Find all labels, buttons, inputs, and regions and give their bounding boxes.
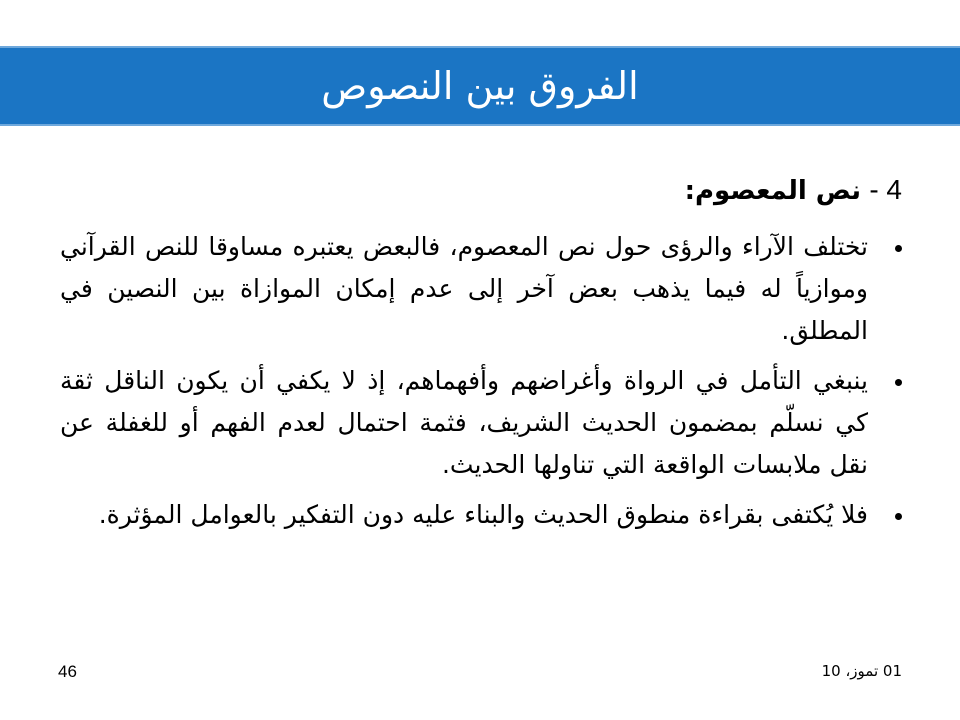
footer-date: 01 تموز، 10 — [821, 662, 902, 680]
list-item — [60, 494, 902, 536]
title-bar — [0, 46, 960, 126]
section-number: 4 - — [869, 174, 902, 205]
section-heading — [82, 170, 902, 211]
section-label: نص المعصوم: — [684, 176, 862, 206]
bullet-list — [60, 226, 902, 544]
page-number: 46 — [58, 662, 77, 681]
bullet-text: تختلف الآراء والرؤى حول نص المعصوم، فالبعض يعتبره مساوقا للنص القرآني وموازياً له فيما يذهب بعض آخر إلى عدم إمكان الموازاة بين النصين في المطلق. — [60, 232, 868, 345]
bullet-dot-icon — [895, 379, 902, 386]
bullet-dot-icon — [895, 245, 902, 252]
bullet-text: ينبغي التأمل في الرواة وأغراضهم وأفهماهم، إذ لا يكفي أن يكون الناقل ثقة كي نسلّم بمضمون الحديث الشريف، فثمة احتمال لعدم الفهم أو للغفلة عن نقل ملابسات الواقعة التي تناولها الحديث. — [60, 366, 868, 479]
slide-title: الفروق بين النصوص — [321, 64, 639, 108]
bullet-dot-icon — [895, 513, 902, 520]
list-item — [60, 360, 902, 486]
bullet-text: فلا يُكتفى بقراءة منطوق الحديث والبناء عليه دون التفكير بالعوامل المؤثرة. — [98, 500, 868, 529]
list-item — [60, 226, 902, 352]
